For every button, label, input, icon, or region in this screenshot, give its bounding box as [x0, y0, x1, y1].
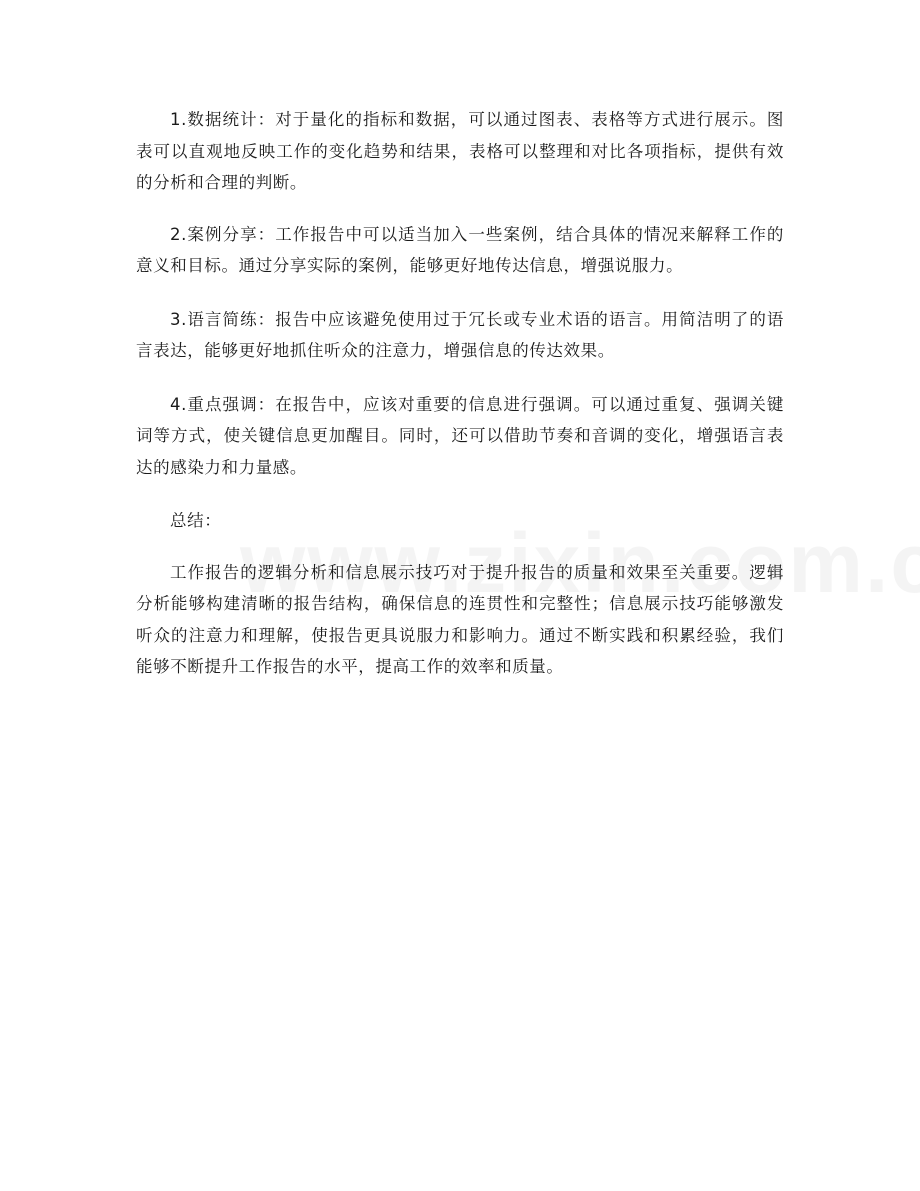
paragraph-concise-language: 3.语言简练：报告中应该避免使用过于冗长或专业术语的语言。用简洁明了的语言表达，能够更好地抓住听众的注意力，增强信息的传达效果。 [136, 309, 784, 360]
summary-heading: 总结： [170, 511, 222, 530]
document-body [136, 104, 784, 683]
paragraph-key-emphasis: 4.重点强调：在报告中，应该对重要的信息进行强调。可以通过重复、强调关键词等方式，使关键信息更加醒目。同时，还可以借助节奏和音调的变化，增强语言表达的感染力和力量感。 [136, 394, 784, 477]
paragraph-data-statistics: 1.数据统计：对于量化的指标和数据，可以通过图表、表格等方式进行展示。图表可以直观地反映工作的变化趋势和结果，表格可以整理和对比各项指标，提供有效的分析和合理的判断。 [136, 110, 784, 192]
paragraph-summary: 工作报告的逻辑分析和信息展示技巧对于提升报告的质量和效果至关重要。逻辑分析能够构建清晰的报告结构，确保信息的连贯性和完整性；信息展示技巧能够激发听众的注意力和理解，使报告更具说服力和影响力。通过不断实践和积累经验，我们能够不断提升工作报告的水平，提高工作的效率和质量。 [136, 562, 784, 676]
paragraph-case-sharing: 2.案例分享：工作报告中可以适当加入一些案例，结合具体的情况来解释工作的意义和目标。通过分享实际的案例，能够更好地传达信息，增强说服力。 [136, 224, 784, 275]
